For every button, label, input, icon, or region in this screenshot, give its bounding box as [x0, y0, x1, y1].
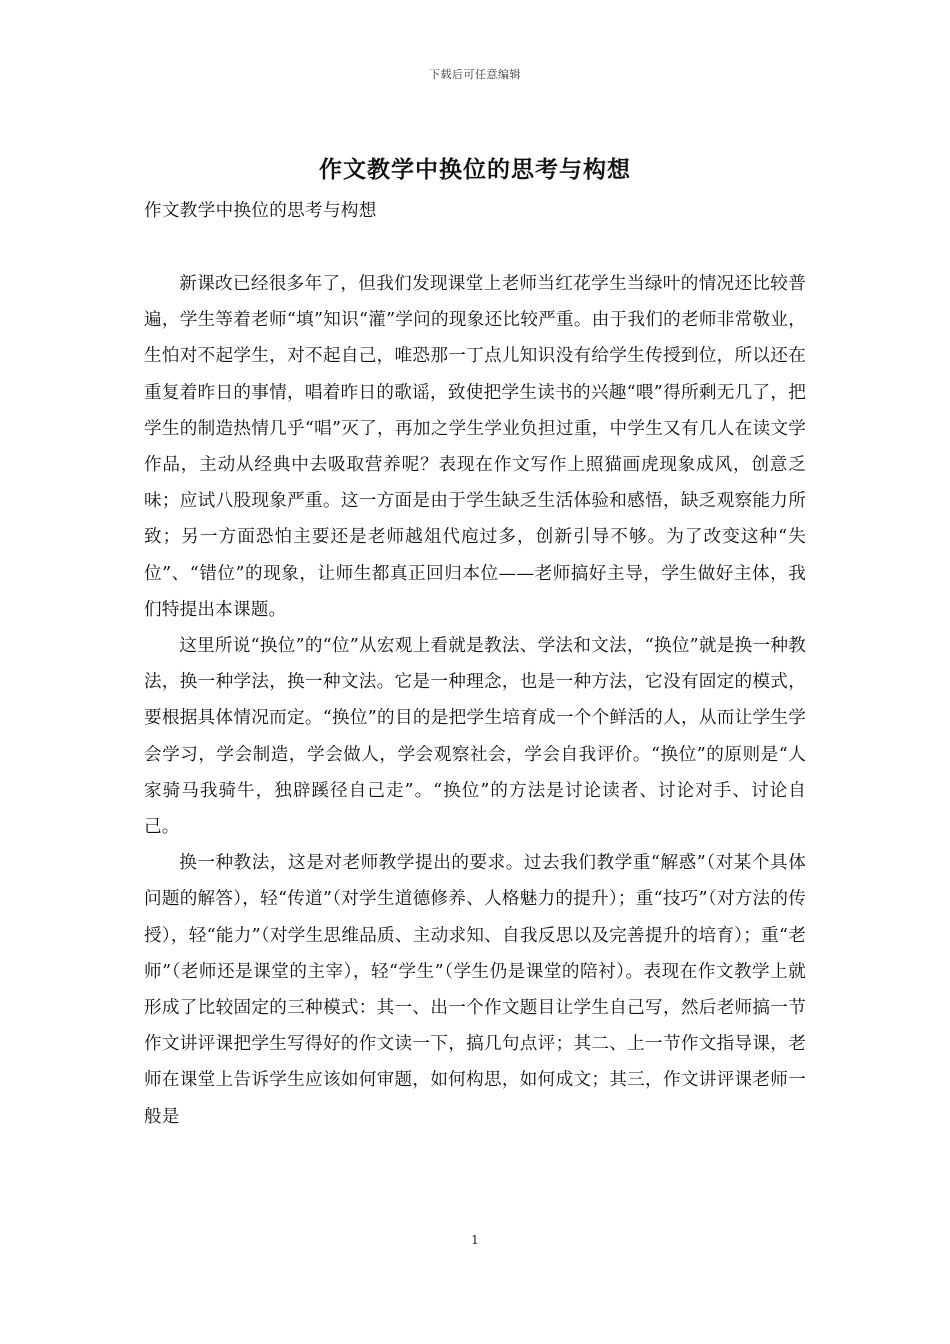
body-paragraph: 换一种教法，这是对老师教学提出的要求。过去我们教学重“解惑”（对某个具体问题的解答），轻“传道”（对学生道德修养、人格魅力的提升）；重“技巧”（对方法的传授），轻“能力”（对学生思维品质、主动求知、自我反思以及完善提升的培育）；重“老师”（老师还是课堂的主宰），轻“学生”（学生仍是课堂的陪衬）。表现在作文教学上就形成了比较固定的三种模式：其一、出一个作文题目让学生自己写，然后老师搞一节作文讲评课把学生写得好的作文读一下，搞几句点评；其二、上一节作文指导课，老师在课堂上告诉学生应该如何审题，如何构思，如何成文；其三，作文讲评课老师一般是 — [144, 853, 806, 1127]
document-subtitle: 作文教学中换位的思考与构想 — [144, 201, 377, 221]
page-number: 1 — [471, 1233, 479, 1247]
page-header: 下载后可任意编辑 — [429, 68, 521, 81]
body-paragraph: 这里所说“换位”的“位”从宏观上看就是教法、学法和文法，“换位”就是换一种教法，换一种学法，换一种文法。它是一种理念，也是一种方法，它没有固定的模式，要根据具体情况而定。“换位”的目的是把学生培育成一个个鲜活的人，从而让学生学会学习，学会制造，学会做人，学会观察社会，学会自我评价。“换位”的原则是“人家骑马我骑牛，独辟蹊径自己走”。“换位”的方法是讨论读者、讨论对手、讨论自己。 — [144, 636, 806, 838]
document-body — [144, 266, 806, 1135]
body-paragraph: 新课改已经很多年了，但我们发现课堂上老师当红花学生当绿叶的情况还比较普遍，学生等着老师“填”知识“灌”学问的现象还比较严重。由于我们的老师非常敬业，生怕对不起学生，对不起自己，唯恐那一丁点儿知识没有给学生传授到位，所以还在重复着昨日的事情，唱着昨日的歌谣，致使把学生读书的兴趣“喂”得所剩无几了，把学生的制造热情几乎“唱”灭了，再加之学生学业负担过重，中学生又有几人在读文学作品，主动从经典中去吸取营养呢？表现在作文写作上照猫画虎现象成风，创意乏味；应试八股现象严重。这一方面是由于学生缺乏生活体验和感悟，缺乏观察能力所致；另一方面恐怕主要还是老师越俎代庖过多，创新引导不够。为了改变这种“失位”、“错位”的现象，让师生都真正回归本位——老师搞好主导，学生做好主体，我们特提出本课题。 — [144, 274, 806, 620]
document-title: 作文教学中换位的思考与构想 — [319, 156, 631, 183]
